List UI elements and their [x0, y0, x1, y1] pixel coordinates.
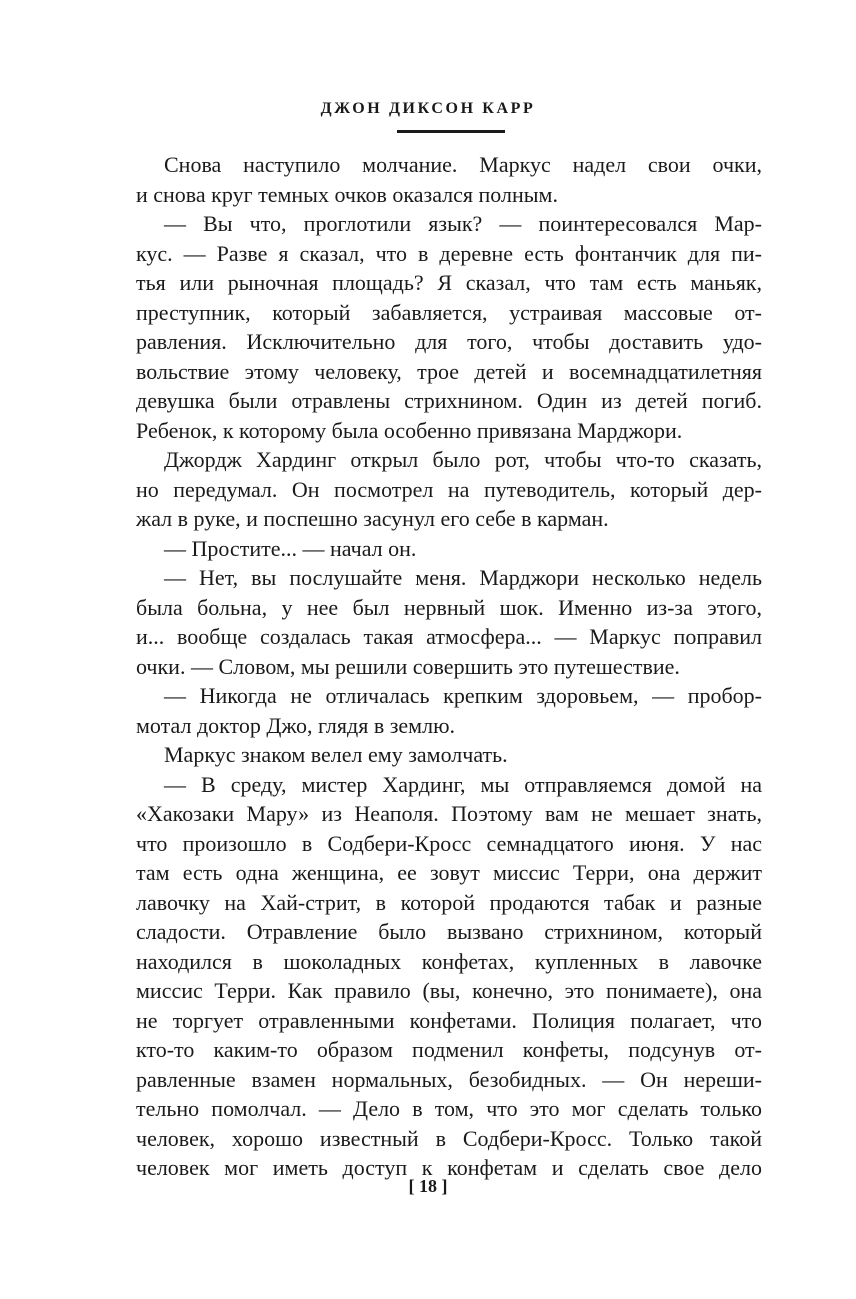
text-line: Маркус знаком велел ему замолчать.: [164, 742, 508, 767]
text-line: не торгует отравленными конфетами. Полиция полагает, что: [136, 1007, 762, 1033]
text-line: кус. — Разве я сказал, что в деревне есть фонтанчик для пи-: [136, 240, 762, 266]
text-line: и... вообще создалась такая атмосфера... — Маркус поправил: [136, 624, 762, 649]
text-line: очки. — Словом, мы решили совершить это путешествие.: [136, 653, 680, 679]
text-line: — Простите... — начал он.: [164, 535, 417, 561]
header-rule: [397, 130, 505, 133]
body-text: [136, 150, 762, 1183]
text-line: преступник, который забавляется, устраивая массовые от-: [136, 299, 762, 325]
text-line: — Никогда не отличалась крепким здоровьем, — пробор-: [164, 683, 762, 708]
text-line: лавочку на Хай-стрит, в которой продаются табак и разные: [136, 889, 762, 915]
text-line: — Вы что, проглотили язык? — поинтересовался Мар-: [164, 211, 762, 236]
text-line: но передумал. Он посмотрел на путеводитель, который дер-: [136, 476, 762, 502]
text-line: девушка были отравлены стрихнином. Один из детей погиб.: [136, 388, 762, 413]
text-line: тья или рыночная площадь? Я сказал, что там есть маньяк,: [136, 270, 762, 295]
text-line: миссис Терри. Как правило (вы, конечно, это понимаете), она: [136, 978, 762, 1003]
text-line: Снова наступило молчание. Маркус надел свои очки,: [164, 152, 762, 177]
text-line: равленные взамен нормальных, безобидных. — Он нереши-: [136, 1066, 762, 1092]
text-line: Ребенок, к которому была особенно привязана Марджори.: [136, 417, 683, 443]
text-line: и снова круг темных очков оказался полным.: [136, 181, 558, 207]
running-title: ДЖОН ДИКСОН КАРР: [320, 100, 536, 117]
text-line: сладости. Отравление было вызвано стрихнином, который: [136, 919, 762, 944]
page-number: [ 18 ]: [408, 1176, 448, 1196]
text-line: вольствие этому человеку, трое детей и восемнадцатилетняя: [136, 358, 762, 384]
text-line: человек мог иметь доступ к конфетам и сделать свое дело: [136, 1155, 762, 1180]
text-line: мотал доктор Джо, глядя в землю.: [136, 712, 456, 738]
text-line: там есть одна женщина, ее зовут миссис Терри, она держит: [136, 860, 762, 885]
text-line: — Нет, вы послушайте меня. Марджори несколько недель: [164, 565, 762, 590]
text-line: кто-то каким-то образом подменил конфеты, подсунув от-: [136, 1037, 762, 1062]
text-line: — В среду, мистер Хардинг, мы отправляемся домой на: [164, 771, 762, 797]
text-line: тельно помолчал. — Дело в том, что это мог сделать только: [136, 1096, 762, 1121]
text-line: находился в шоколадных конфетах, купленных в лавочке: [136, 948, 762, 974]
text-line: что произошло в Содбери-Кросс семнадцатого июня. У нас: [136, 830, 762, 856]
text-line: была больна, у нее был нервный шок. Именно из-за этого,: [136, 594, 762, 620]
text-line: равления. Исключительно для того, чтобы доставить удо-: [136, 329, 762, 354]
text-line: Джордж Хардинг открыл было рот, чтобы что-то сказать,: [164, 447, 762, 472]
text-line: «Хакозаки Мару» из Неаполя. Поэтому вам не мешает знать,: [136, 801, 762, 826]
text-line: человек, хорошо известный в Содбери-Кросс. Только такой: [136, 1125, 762, 1151]
text-line: жал в руке, и поспешно засунул его себе в карман.: [136, 506, 609, 531]
